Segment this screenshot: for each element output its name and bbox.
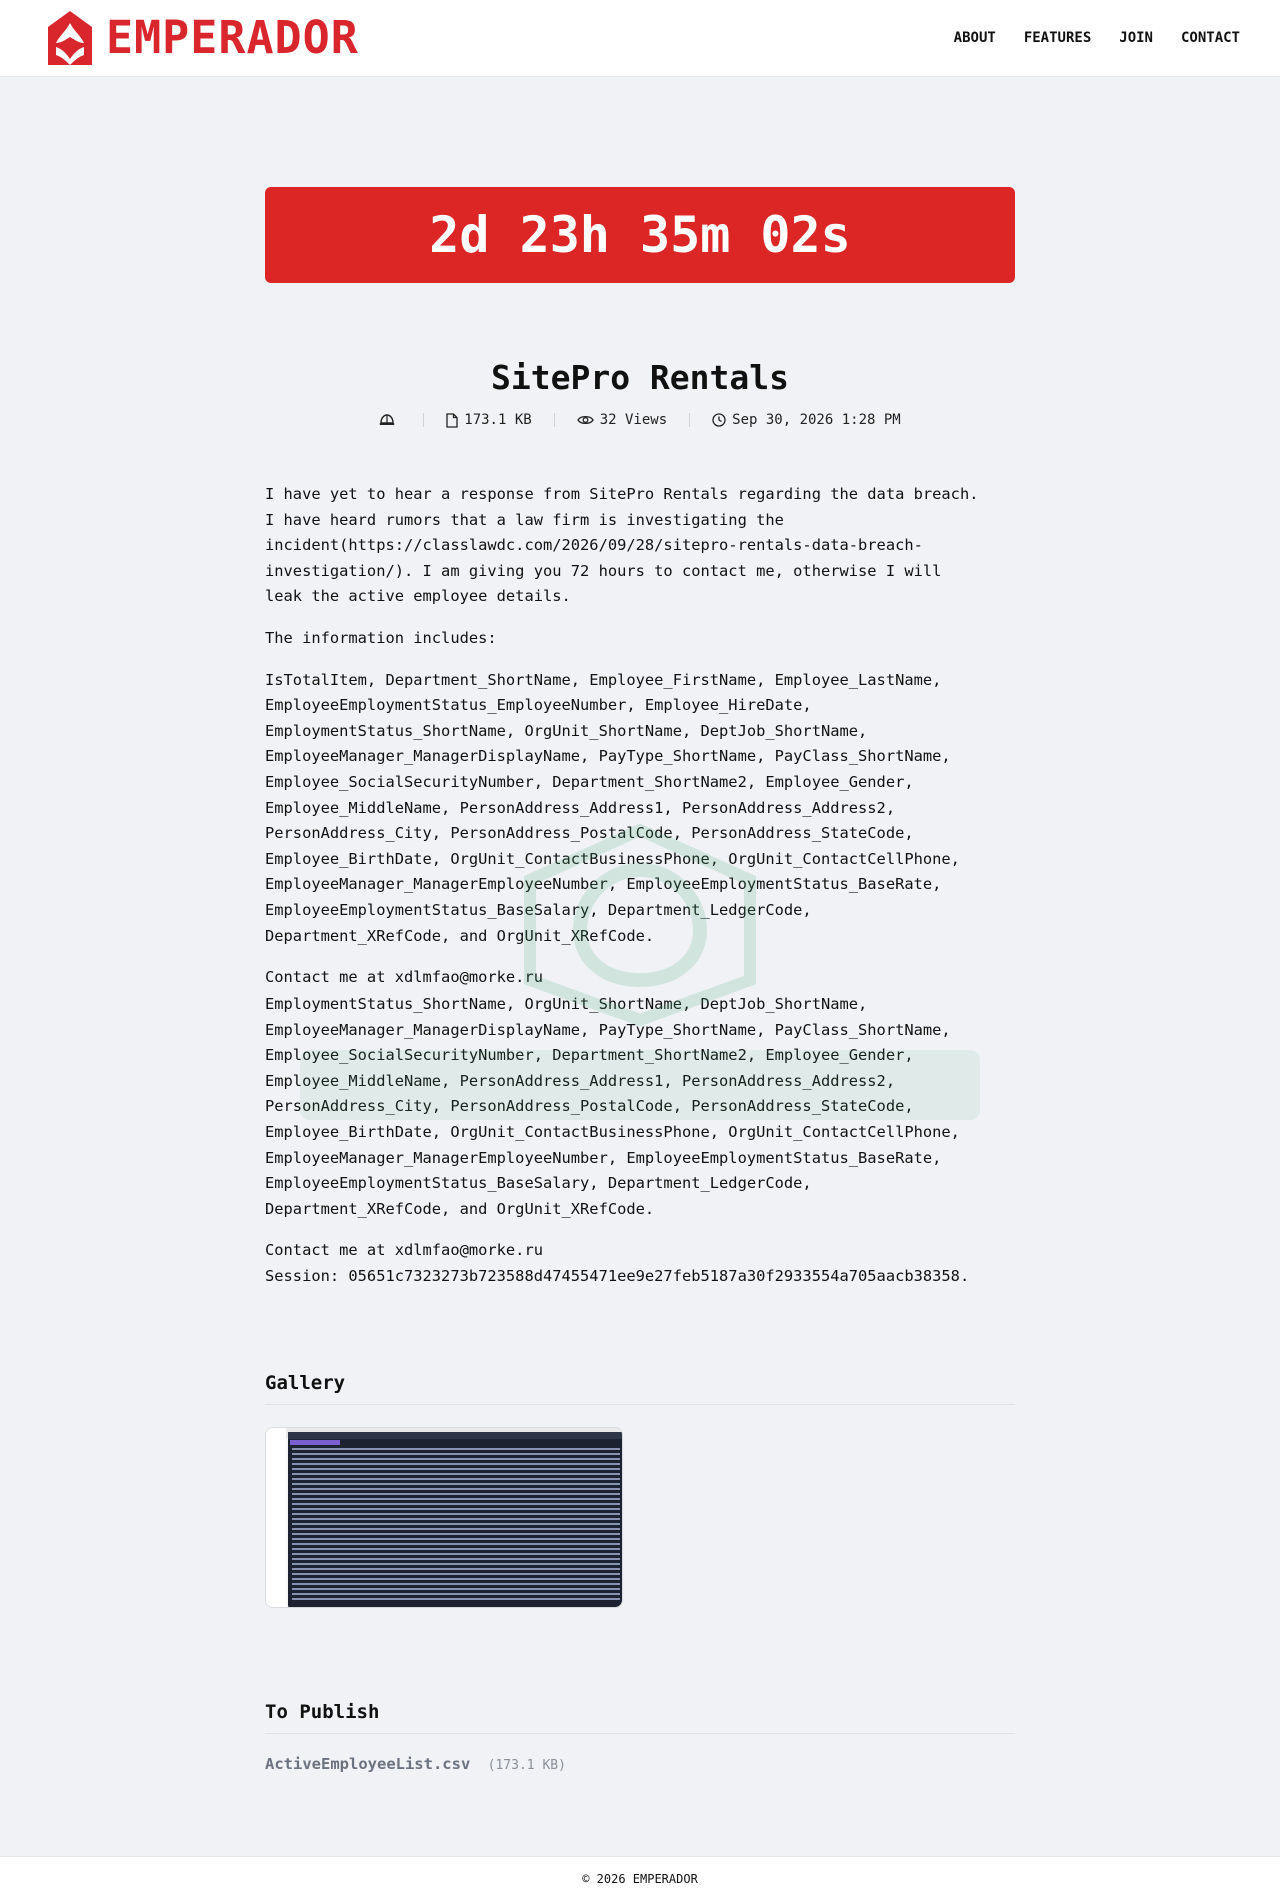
post-body: [265, 482, 1025, 1007]
company-type: [379, 414, 401, 426]
countdown-timer: 2d 23h 35m 02s: [429, 206, 851, 264]
file-size-label: (173.1 KB): [487, 1758, 566, 1773]
meta-divider: [689, 413, 690, 427]
spreadsheet-screenshot-icon: [266, 1428, 623, 1608]
meta-divider: [423, 413, 424, 427]
publish-file-entry: [265, 1755, 566, 1773]
file-icon: [446, 413, 458, 428]
countdown-banner: [265, 187, 1015, 283]
main-nav: [926, 28, 1240, 48]
house-emblem-icon: [44, 9, 96, 67]
includes-heading: The information includes:: [265, 628, 497, 647]
date-meta: [712, 412, 901, 428]
eye-icon: [577, 414, 594, 426]
views-text: 32 Views: [599, 412, 668, 428]
brand-name: EMPERADOR: [106, 11, 359, 64]
date-text: Sep 30, 2026 1:28 PM: [732, 412, 901, 428]
helmet-icon: [379, 414, 395, 426]
nav-about[interactable]: ABOUT: [953, 30, 996, 46]
copyright-text: © 2026 EMPERADOR: [582, 1871, 698, 1886]
post-meta: [265, 412, 1015, 428]
fields-paragraph-duplicate: EmploymentStatus_ShortName, OrgUnit_ShortName, DeptJob_ShortName, EmployeeManager_ManagerDisplayName, PayType_ShortName, PayClass_ShortName, Employee_SocialSecurityNumber, Department_ShortName2, Employee_Gender, Employee_MiddleName, PersonAddress_Address1, PersonAddress_Address2, PersonAddress_City, PersonAddress_PostalCode, PersonAddress_StateCode, Employee_BirthDate, OrgUnit_ContactBusinessPhone, OrgUnit_ContactCellPhone, EmployeeManager_ManagerEmployeeNumber, EmployeeEmploymentStatus_BaseRate, EmployeeEmploymentStatus_BaseSalary, Department_LedgerCode, Department_XRefCode, and OrgUnit_XRefCode.: [265, 995, 960, 1218]
intro-paragraph: I have yet to hear a response from SitePro Rentals regarding the data breach. I have heard rumors that a law firm is investigating the incident(https://classlawdc.com/2026/09/28/sitepro-rentals-data-breach- investigation/). I am giving you 72 hours to contact me, otherwise I will leak the active employee details.: [265, 485, 979, 606]
contact-session-paragraph: Contact me at xdlmfao@morke.ru Session: 05651c7323273b723588d47455471ee9e27feb5187a30f2933554a705aacb38358.: [265, 1241, 970, 1285]
file-download-link[interactable]: ActiveEmployeeList.csv: [265, 1755, 471, 1773]
contact-paragraph: Contact me at xdlmfao@morke.ru: [265, 968, 543, 987]
nav-contact[interactable]: CONTACT: [1180, 30, 1240, 46]
meta-divider: [554, 413, 555, 427]
gallery-heading: Gallery: [265, 1372, 1015, 1405]
duplicate-content-block: [265, 992, 1025, 1306]
fields-paragraph: IsTotalItem, Department_ShortName, Employee_FirstName, Employee_LastName, EmployeeEmploymentStatus_EmployeeNumber, Employee_HireDate, EmploymentStatus_ShortName, OrgUnit_ShortName, DeptJob_ShortName, EmployeeManager_ManagerDisplayName, PayType_ShortName, PayClass_ShortName, Employee_SocialSecurityNumber, Department_ShortName2, Employee_Gender, Employee_MiddleName, PersonAddress_Address1, PersonAddress_Address2, PersonAddress_City, PersonAddress_PostalCode, PersonAddress_StateCode, Employee_BirthDate, OrgUnit_ContactBusinessPhone, OrgUnit_ContactCellPhone, EmployeeManager_ManagerEmployeeNumber, EmployeeEmploymentStatus_BaseRate, EmployeeEmploymentStatus_BaseSalary, Department_LedgerCode, Department_XRefCode, and OrgUnit_XRefCode.: [265, 670, 960, 945]
site-footer: [0, 1856, 1280, 1900]
site-logo[interactable]: [44, 9, 359, 67]
gallery-thumbnail[interactable]: [265, 1427, 623, 1608]
views-meta: [577, 412, 667, 428]
file-size-meta: [446, 412, 531, 428]
file-size-text: 173.1 KB: [464, 412, 532, 428]
publish-heading: To Publish: [265, 1701, 1015, 1734]
nav-features[interactable]: FEATURES: [1023, 30, 1092, 46]
site-header: [0, 0, 1280, 77]
nav-join[interactable]: JOIN: [1119, 30, 1153, 46]
clock-icon: [712, 413, 726, 427]
page-title: SitePro Rentals: [490, 358, 789, 397]
